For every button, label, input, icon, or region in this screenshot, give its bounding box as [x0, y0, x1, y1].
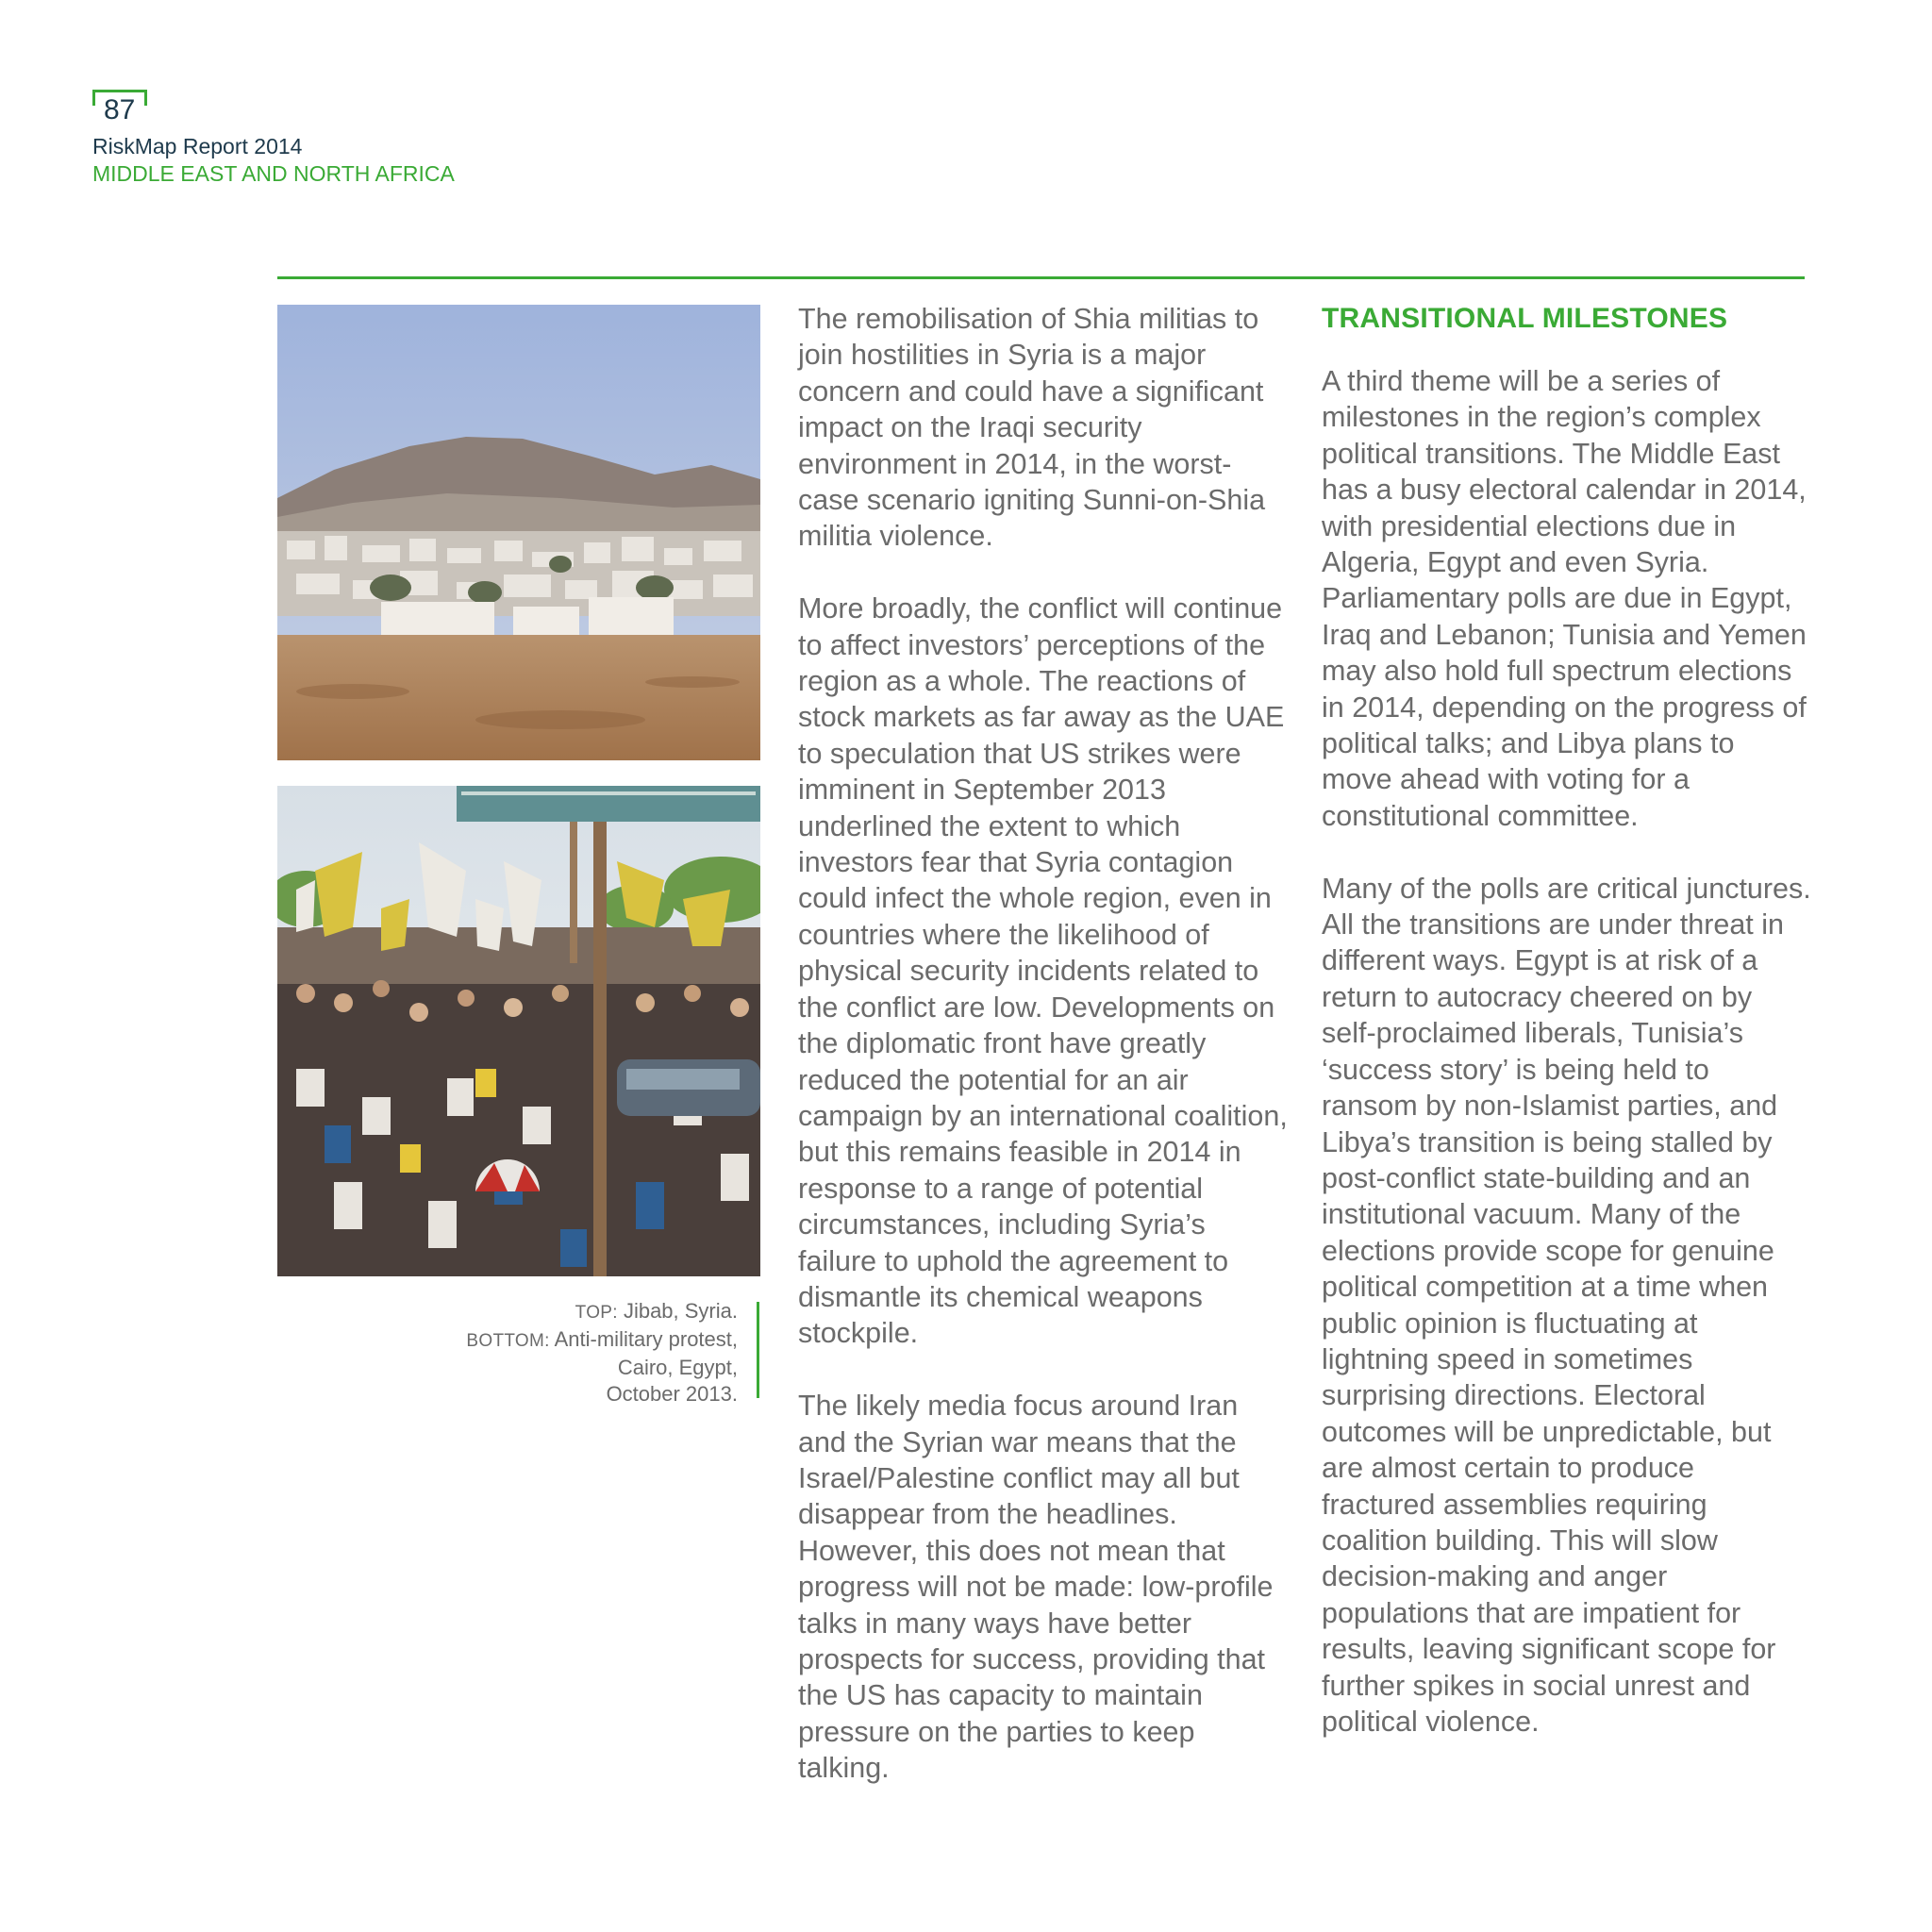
report-title: RiskMap Report 2014 [92, 134, 303, 158]
caption-top-text: Jibab, Syria. [617, 1299, 738, 1323]
photo-cairo-protest [277, 786, 760, 1276]
right-paragraph-1: A third theme will be a series of milestones in the region’s complex political transitions. The Middle East has a busy electoral calendar in 2014, with presidential elections due in Algeria, Egypt and even Syria. Parliamentary polls are due in Egypt, Iraq and Lebanon; Tunisia and Yemen may also hold full spectrum elections in 2014, depending on the progress of political talks; and Libya plans to move ahead with voting for a constitutional committee. [1322, 365, 1807, 832]
section-heading-transitional-milestones: TRANSITIONAL MILESTONES [1322, 303, 1728, 334]
caption-bottom-label: BOTTOM: [466, 1331, 550, 1351]
middle-text-column [798, 301, 1289, 1823]
right-text-column [1322, 301, 1812, 1776]
caption-top-label: TOP: [575, 1303, 618, 1323]
photo-caption [396, 1298, 738, 1407]
page-number: 87 [104, 94, 136, 125]
section-name: MIDDLE EAST AND NORTH AFRICA [92, 161, 455, 186]
caption-divider [757, 1302, 759, 1398]
middle-paragraph-1: The remobilisation of Shia militias to join hostilities in Syria is a major concern and could have a significant impact on the Iraqi security environment in 2014, in the worst-case scenario igniting Sunni-on-Shia militia violence. [798, 303, 1266, 553]
middle-paragraph-3: The likely media focus around Iran and the Syrian war means that the Israel/Palestine conflict may all but disappear from the headlines. However, this does not mean that progress will not be made: low-profile talks in many ways have better prospects for success, providing that the US has capacity to maintain pressure on the parties to keep talking. [798, 1390, 1274, 1785]
caption-bottom-text-3: October 2013. [606, 1382, 738, 1406]
caption-bottom-text-2: Cairo, Egypt, [617, 1356, 738, 1379]
photo-jibab-syria [277, 305, 760, 760]
caption-bottom-text-1: Anti-military protest, [549, 1327, 738, 1351]
caption-top-line [396, 1298, 738, 1326]
right-paragraph-2: Many of the polls are critical junctures. All the transitions are under threat in different ways. Egypt is at risk of a return to autocracy cheered on by self-proclaimed liberals, Tunisia’s ‘success story’ is being held to ransom by non-Islamist parties, and Libya’s transition is being stalled by post-conflict state-building and an institutional vacuum. Many of the elections provide scope for genuine political competition at a time when public opinion is fluctuating at lightning speed in sometimes surprising directions. Electoral outcomes will be unpredictable, but are almost certain to produce fractured assemblies requiring coalition building. This will slow decision-making and anger populations that are impatient for results, leaving significant scope for further spikes in social unrest and political violence. [1322, 872, 1811, 1739]
caption-bottom-line [396, 1326, 738, 1355]
middle-paragraph-2: More broadly, the conflict will continue to affect investors’ perceptions of the region as a whole. The reactions of stock markets as far away as the UAE to speculation that US strikes were imminent in September 2013 underlined the extent to which investors fear that Syria contagion could infect the whole region, even in countries where the likelihood of physical security incidents related to the conflict are low. Developments on the diplomatic front have greatly reduced the potential for an air campaign by an international coalition, but this remains feasible in 2014 in response to a range of potential circumstances, including Syria’s failure to uphold the agreement to dismantle its chemical weapons stockpile. [798, 592, 1288, 1350]
top-divider [277, 276, 1805, 279]
